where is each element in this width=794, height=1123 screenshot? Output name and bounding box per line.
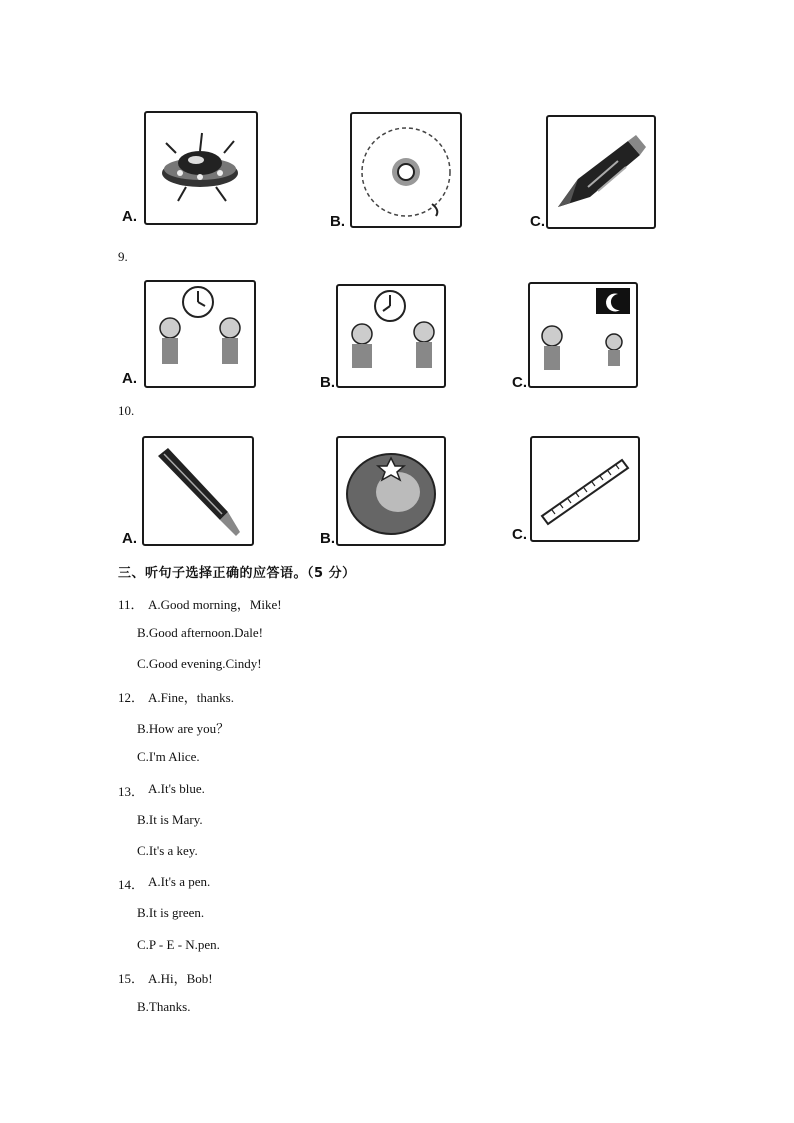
ruler-image [530, 436, 640, 542]
question-9-pictures [0, 272, 794, 402]
question-10-pictures [0, 428, 794, 558]
option-a[interactable] [120, 272, 265, 392]
option-c[interactable] [510, 428, 655, 548]
option-letter: B. [320, 530, 335, 547]
cd-disc-icon [352, 114, 460, 226]
ufo-icon [146, 113, 256, 223]
option-letter: C. [512, 374, 527, 391]
answer-option-a[interactable]: A.It's a pen. [148, 874, 211, 889]
answer-option-b[interactable]: B.How are you？ [137, 721, 230, 736]
moon-children-image [528, 282, 638, 388]
ufo-image [144, 111, 258, 225]
ruler-icon [532, 438, 638, 540]
question-number: 15． [118, 971, 145, 986]
clock-children-image [144, 280, 256, 388]
answer-option-a[interactable]: A.Good morning，Mike! [148, 597, 282, 612]
option-a[interactable] [120, 105, 265, 230]
option-letter: C. [512, 526, 527, 543]
section-heading: 三、听句子选择正确的应答语。（5 分） [118, 566, 356, 581]
option-letter: B. [320, 374, 335, 391]
answer-option-b[interactable]: B.It is Mary. [137, 812, 203, 827]
answer-option-c[interactable]: C.P - E - N.pen. [137, 937, 220, 952]
clock-children-image [336, 284, 446, 388]
question-number: 13． [118, 784, 145, 799]
cd-image [350, 112, 462, 228]
clock-two-children-icon [146, 282, 254, 386]
question-number: 12． [118, 690, 145, 705]
answer-option-a[interactable]: A.It's blue. [148, 781, 205, 796]
answer-option-a[interactable]: A.Fine，thanks. [148, 690, 234, 705]
orange-icon [338, 438, 444, 544]
answer-option-c[interactable]: C.Good evening.Cindy! [137, 656, 262, 671]
question-number: 10. [118, 403, 135, 418]
crayon-image [546, 115, 656, 229]
answer-option-b[interactable]: B.Good afternoon.Dale! [137, 625, 263, 640]
option-letter: A. [122, 208, 137, 225]
fountain-pen-icon [144, 438, 252, 544]
answer-option-a[interactable]: A.Hi，Bob! [148, 971, 213, 986]
option-c[interactable] [510, 272, 655, 392]
pen-image [142, 436, 254, 546]
orange-image [336, 436, 446, 546]
option-letter: B. [330, 213, 345, 230]
option-letter: A. [122, 370, 137, 387]
option-b[interactable] [318, 272, 463, 392]
option-b[interactable] [328, 105, 473, 230]
option-a[interactable] [120, 428, 265, 548]
question-number: 14． [118, 877, 145, 892]
answer-option-b[interactable]: B.It is green. [137, 905, 205, 920]
option-b[interactable] [318, 428, 463, 548]
question-number: 9. [118, 249, 128, 264]
answer-option-b[interactable]: B.Thanks. [137, 999, 191, 1014]
option-c[interactable] [528, 105, 673, 230]
answer-option-c[interactable]: C.It's a key. [137, 843, 198, 858]
answer-option-c[interactable]: C.I'm Alice. [137, 749, 200, 764]
question-number: 11． [118, 597, 144, 612]
moon-night-children-icon [530, 284, 636, 386]
clock-two-children-icon [338, 286, 444, 386]
option-letter: C. [530, 213, 545, 230]
crayon-icon [548, 117, 654, 227]
question-8-pictures [0, 105, 794, 235]
option-letter: A. [122, 530, 137, 547]
